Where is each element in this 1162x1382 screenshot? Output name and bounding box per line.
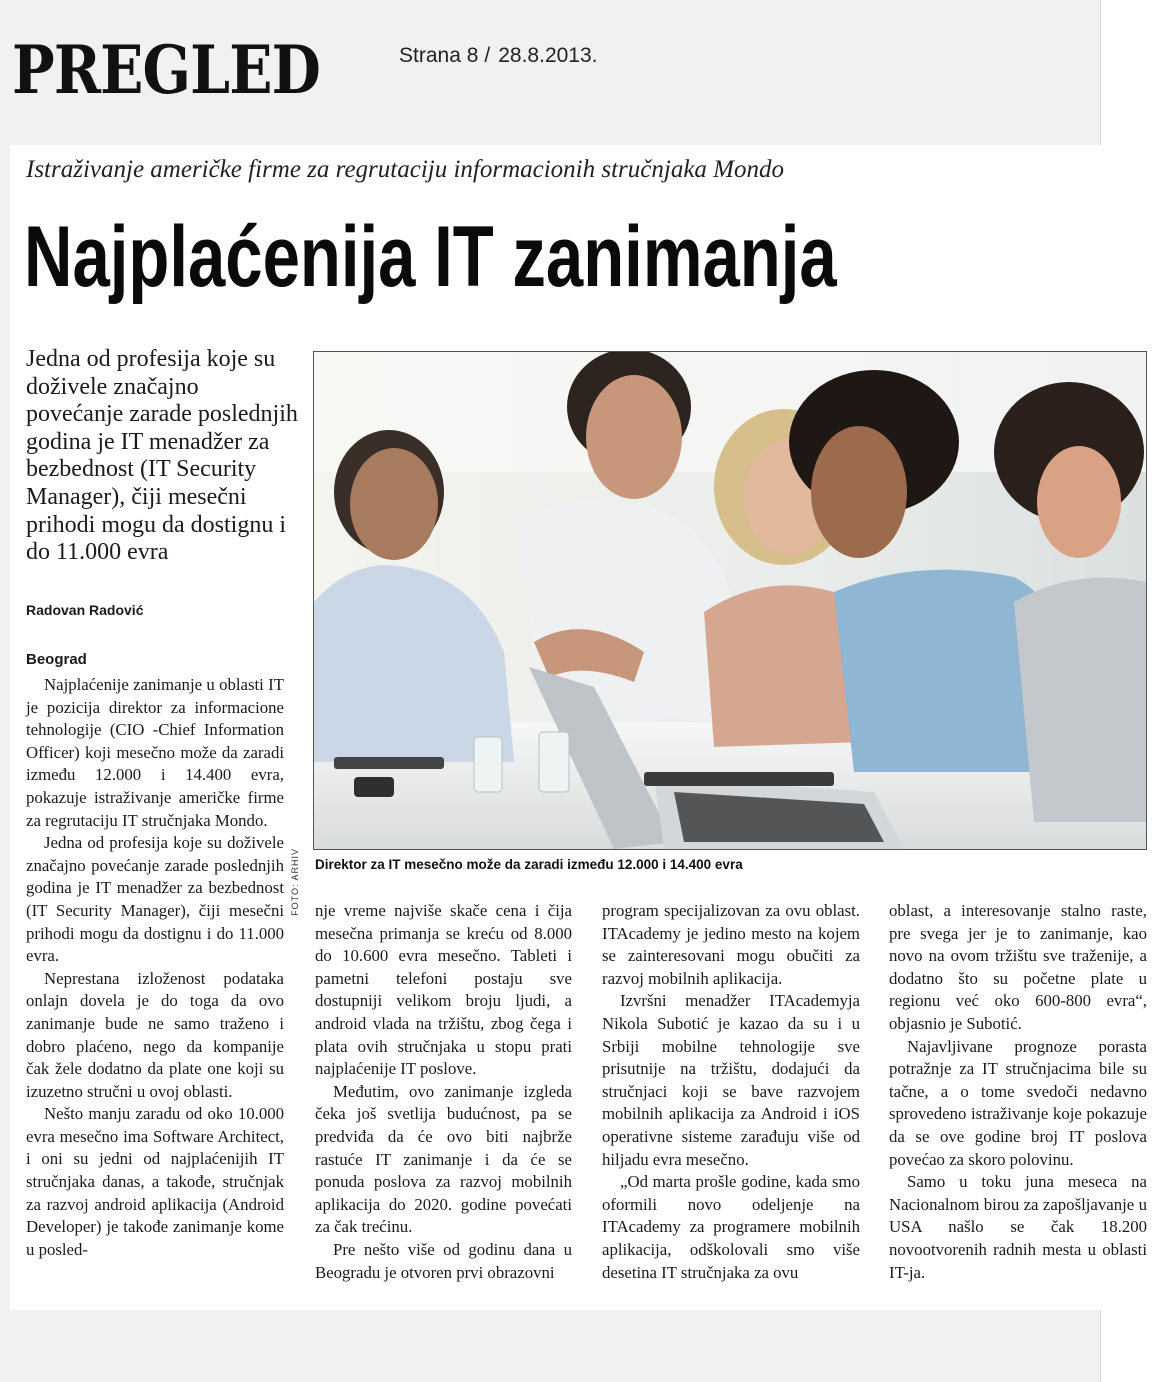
article-lead: Jedna od profesija koje su doživele značajno povećanje zarade poslednjih godina je IT menadžer za bezbednost (IT Security Manager), čiji mesečni prihodi mogu da dostignu i do 11.000 evra: [26, 346, 298, 566]
paragraph: program specijalizovan za ovu oblast. ITAcademy je jedino mesto na kojem se zainteresovani mogu obučiti za razvoj mobilnih aplikacija.: [602, 901, 860, 988]
article-headline: Najplaćenija IT zanimanja: [24, 209, 837, 305]
paragraph: Neprestana izloženost podataka onlajn dovela je do toga da ovo zanimanje bude ne samo traženo i dobro plaćeno, nego da kompanije čak žele dodatno da plate one koji su izuzetno stručni u ovoj oblasti.: [26, 968, 284, 1101]
photo-caption: Direktor za IT mesečno može da zaradi između 12.000 i 14.400 evra: [315, 857, 743, 872]
page-info: Strana 8 / 28.8.2013.: [399, 44, 598, 67]
paragraph: Pre nešto više od godinu dana u Beogradu je otvoren prvi obrazovni: [315, 1239, 572, 1282]
paragraph: Jedna od profesija koje su doživele značajno povećanje zarade poslednjih godina je IT menadžer za bezbednost (IT Security Manager), čiji mesečni prihodi mogu da dostignu i do 11.000 evra.: [26, 833, 284, 966]
page-number: Strana 8: [399, 44, 479, 67]
author-byline: Radovan Radović: [26, 602, 144, 618]
issue-date: 28.8.2013.: [498, 44, 598, 67]
dateline: Beograd: [26, 651, 87, 668]
article-photo: [313, 351, 1147, 850]
article-column-2: [315, 900, 572, 1284]
article-column-3: [602, 900, 860, 1284]
photo-credit: FOTO: ARHIV: [290, 848, 300, 916]
paragraph: Međutim, ovo zanimanje izgleda čeka još svetlija budućnost, pa se predviđa da će ovo biti najbrže rastuće IT zanimanje i da će se ponuda poslova za razvoj mobilnih aplikacija do 2020. godine povećati za čak trećinu.: [315, 1081, 572, 1237]
paragraph: „Od marta prošle godine, kada smo oformili novo odeljenje na ITAcademy za programere mobilnih aplikacija, odškolovali smo više desetina IT stručnjaka za ovu: [602, 1172, 860, 1282]
paragraph: oblast, a interesovanje stalno raste, pre svega jer je to zanimanje, kao novo na ovom tržištu sve traženije, a dodatno što su početne plate u regionu već oko 600-800 evra“, objasnio je Subotić.: [889, 901, 1147, 1033]
paragraph: Nešto manju zaradu od oko 10.000 evra mesečno ima Software Architect, i oni su jedni od najplaćenijih IT stručnjaka danas, a takođe, stručnjak za razvoj android aplikacija (Android Developer) je takođe zanimanje kome u posled-: [26, 1104, 284, 1259]
paragraph: Najavljivane prognoze porasta potražnje za IT stručnjacima bile su tačne, a o tome svedoči nedavno sprovedeno istraživanje koje pokazuje da se ove godine broj IT poslova povećao za skoro polovinu.: [889, 1036, 1147, 1169]
publication-name: PREGLED: [12, 31, 320, 109]
article-column-1: [26, 674, 284, 1261]
article-column-4: [889, 900, 1147, 1284]
paragraph: Najplaćenije zanimanje u oblasti IT je pozicija direktor za informacione tehnologije (CIO -Chief Information Officer) koji mesečno može da zaradi između 12.000 i 14.400 evra, pokazuje istraživanje američke firme za regrutaciju IT stručnjaka Mondo.: [26, 675, 284, 830]
meeting-photo-illustration: [314, 352, 1146, 849]
paragraph: Samo u toku juna meseca na Nacionalnom birou za zapošljavanje u USA našlo se čak 18.200 novootvorenih radnih mesta u oblasti IT-ja.: [889, 1172, 1147, 1282]
article-kicker: Istraživanje američke firme za regrutaciju informacionih stručnjaka Mondo: [26, 156, 784, 183]
paragraph: Izvršni menadžer ITAcademyja Nikola Subotić je kazao da su i u Srbiji mobilne tehnologije sve prisutnije na tržištu, dodajući da stručnjaci koji se bave razvojem mobilnih aplikacija za Android i iOS operativne sisteme zarađuju više od hiljadu evra mesečno.: [602, 991, 860, 1169]
paragraph: nje vreme najviše skače cena i čija mesečna primanja se kreću od 8.000 do 10.600 evra mesečno. Tableti i pametni telefoni postaju sve dostupniji velikom broju ljudi, a android vlada na tržištu, zbog čega i plata ovih stručnjaka u stopu prati najplaćenije IT poslove.: [315, 901, 572, 1079]
